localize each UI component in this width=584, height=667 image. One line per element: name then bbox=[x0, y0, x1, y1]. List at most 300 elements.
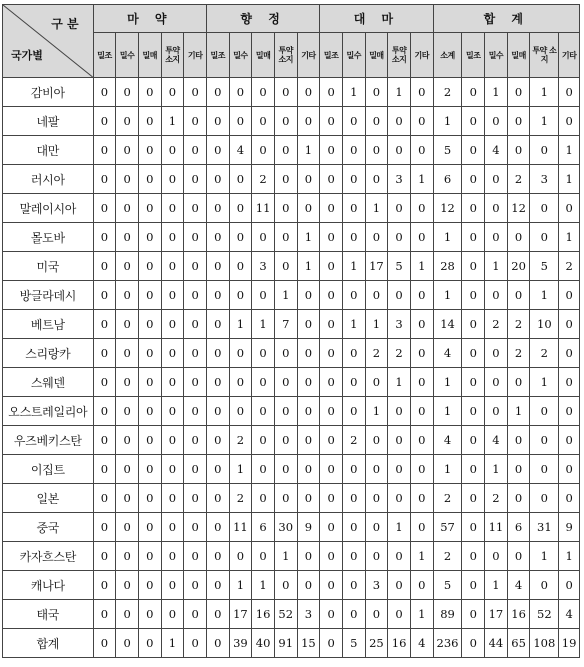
value-cell: 0 bbox=[320, 397, 343, 426]
value-cell: 1 bbox=[433, 397, 462, 426]
value-cell: 0 bbox=[462, 397, 485, 426]
value-cell: 0 bbox=[138, 136, 161, 165]
value-cell: 0 bbox=[342, 600, 365, 629]
value-cell: 2 bbox=[433, 484, 462, 513]
group-header-mayak: 마 약 bbox=[93, 5, 206, 33]
value-cell: 0 bbox=[229, 252, 252, 281]
value-cell: 0 bbox=[116, 542, 139, 571]
value-cell: 2 bbox=[342, 426, 365, 455]
value-cell: 1 bbox=[507, 397, 530, 426]
value-cell: 6 bbox=[252, 513, 275, 542]
value-cell: 0 bbox=[320, 136, 343, 165]
value-cell: 0 bbox=[138, 484, 161, 513]
value-cell: 0 bbox=[365, 600, 388, 629]
value-cell: 5 bbox=[388, 252, 411, 281]
value-cell: 1 bbox=[433, 368, 462, 397]
value-cell: 0 bbox=[138, 455, 161, 484]
value-cell: 0 bbox=[320, 78, 343, 107]
value-cell: 0 bbox=[462, 310, 485, 339]
value-cell: 0 bbox=[138, 252, 161, 281]
table-row bbox=[3, 310, 580, 339]
value-cell: 0 bbox=[206, 426, 229, 455]
value-cell: 0 bbox=[161, 571, 184, 600]
value-cell: 0 bbox=[116, 455, 139, 484]
country-name-cell: 이집트 bbox=[3, 455, 94, 484]
value-cell: 2 bbox=[252, 165, 275, 194]
table-row bbox=[3, 78, 580, 107]
value-cell: 0 bbox=[507, 455, 530, 484]
value-cell: 1 bbox=[229, 571, 252, 600]
value-cell: 0 bbox=[138, 368, 161, 397]
country-name-cell: 태국 bbox=[3, 600, 94, 629]
value-cell: 3 bbox=[365, 571, 388, 600]
value-cell: 0 bbox=[206, 194, 229, 223]
sub-header: 투약 소지 bbox=[388, 33, 411, 78]
value-cell: 2 bbox=[507, 310, 530, 339]
value-cell: 2 bbox=[433, 542, 462, 571]
value-cell: 0 bbox=[93, 629, 116, 658]
value-cell: 0 bbox=[320, 223, 343, 252]
value-cell: 28 bbox=[433, 252, 462, 281]
value-cell: 0 bbox=[93, 194, 116, 223]
country-name-cell: 스웨덴 bbox=[3, 368, 94, 397]
value-cell: 0 bbox=[184, 165, 207, 194]
value-cell: 1 bbox=[365, 310, 388, 339]
value-cell: 0 bbox=[365, 455, 388, 484]
value-cell: 0 bbox=[485, 223, 508, 252]
sub-header: 밀매 bbox=[507, 33, 530, 78]
value-cell: 0 bbox=[297, 107, 320, 136]
value-cell: 0 bbox=[485, 542, 508, 571]
value-cell: 0 bbox=[184, 136, 207, 165]
value-cell: 0 bbox=[559, 426, 580, 455]
country-name-cell: 대만 bbox=[3, 136, 94, 165]
value-cell: 57 bbox=[433, 513, 462, 542]
value-cell: 0 bbox=[462, 455, 485, 484]
value-cell: 0 bbox=[138, 426, 161, 455]
country-name-cell: 스리랑카 bbox=[3, 339, 94, 368]
table-row bbox=[3, 397, 580, 426]
value-cell: 0 bbox=[462, 368, 485, 397]
value-cell: 0 bbox=[320, 484, 343, 513]
corner-label-country: 국가별 bbox=[11, 49, 43, 62]
country-name-cell: 방글라데시 bbox=[3, 281, 94, 310]
value-cell: 17 bbox=[365, 252, 388, 281]
value-cell: 11 bbox=[229, 513, 252, 542]
value-cell: 0 bbox=[559, 78, 580, 107]
value-cell: 17 bbox=[485, 600, 508, 629]
value-cell: 0 bbox=[93, 78, 116, 107]
value-cell: 0 bbox=[229, 223, 252, 252]
value-cell: 11 bbox=[485, 513, 508, 542]
value-cell: 1 bbox=[252, 571, 275, 600]
value-cell: 15 bbox=[297, 629, 320, 658]
value-cell: 0 bbox=[274, 426, 297, 455]
value-cell: 0 bbox=[93, 252, 116, 281]
value-cell: 0 bbox=[184, 252, 207, 281]
value-cell: 1 bbox=[388, 513, 411, 542]
value-cell: 1 bbox=[530, 78, 559, 107]
value-cell: 0 bbox=[252, 136, 275, 165]
country-name-cell: 네팔 bbox=[3, 107, 94, 136]
value-cell: 0 bbox=[93, 136, 116, 165]
value-cell: 0 bbox=[297, 571, 320, 600]
value-cell: 3 bbox=[530, 165, 559, 194]
value-cell: 0 bbox=[410, 310, 433, 339]
country-name-cell: 우즈베키스탄 bbox=[3, 426, 94, 455]
value-cell: 0 bbox=[342, 107, 365, 136]
corner-label-category: 구 분 bbox=[51, 17, 79, 31]
value-cell: 0 bbox=[320, 281, 343, 310]
country-name-cell: 오스트레일리아 bbox=[3, 397, 94, 426]
value-cell: 0 bbox=[206, 600, 229, 629]
value-cell: 0 bbox=[116, 368, 139, 397]
value-cell: 3 bbox=[252, 252, 275, 281]
value-cell: 0 bbox=[342, 165, 365, 194]
group-header-total: 합 계 bbox=[433, 5, 579, 33]
value-cell: 0 bbox=[274, 223, 297, 252]
value-cell: 0 bbox=[462, 194, 485, 223]
drug-offense-by-country-table bbox=[2, 4, 580, 658]
value-cell: 0 bbox=[206, 629, 229, 658]
value-cell: 0 bbox=[530, 397, 559, 426]
value-cell: 108 bbox=[530, 629, 559, 658]
value-cell: 0 bbox=[365, 107, 388, 136]
value-cell: 0 bbox=[206, 513, 229, 542]
value-cell: 0 bbox=[206, 571, 229, 600]
value-cell: 0 bbox=[320, 455, 343, 484]
value-cell: 4 bbox=[229, 136, 252, 165]
value-cell: 0 bbox=[507, 281, 530, 310]
value-cell: 0 bbox=[93, 571, 116, 600]
value-cell: 0 bbox=[388, 194, 411, 223]
value-cell: 0 bbox=[507, 426, 530, 455]
value-cell: 1 bbox=[342, 78, 365, 107]
value-cell: 0 bbox=[462, 629, 485, 658]
value-cell: 0 bbox=[274, 571, 297, 600]
value-cell: 0 bbox=[116, 339, 139, 368]
value-cell: 0 bbox=[342, 397, 365, 426]
value-cell: 2 bbox=[559, 252, 580, 281]
value-cell: 0 bbox=[252, 426, 275, 455]
value-cell: 0 bbox=[388, 223, 411, 252]
value-cell: 0 bbox=[462, 600, 485, 629]
value-cell: 0 bbox=[274, 107, 297, 136]
value-cell: 0 bbox=[138, 339, 161, 368]
value-cell: 0 bbox=[138, 223, 161, 252]
value-cell: 236 bbox=[433, 629, 462, 658]
value-cell: 0 bbox=[297, 310, 320, 339]
table-row bbox=[3, 600, 580, 629]
sub-header: 밀조 bbox=[462, 33, 485, 78]
value-cell: 0 bbox=[116, 426, 139, 455]
value-cell: 3 bbox=[388, 165, 411, 194]
value-cell: 2 bbox=[507, 339, 530, 368]
value-cell: 0 bbox=[229, 368, 252, 397]
value-cell: 0 bbox=[161, 513, 184, 542]
value-cell: 5 bbox=[530, 252, 559, 281]
value-cell: 0 bbox=[410, 136, 433, 165]
value-cell: 0 bbox=[320, 339, 343, 368]
value-cell: 4 bbox=[485, 136, 508, 165]
value-cell: 0 bbox=[93, 542, 116, 571]
value-cell: 0 bbox=[116, 78, 139, 107]
table-row bbox=[3, 629, 580, 658]
value-cell: 0 bbox=[559, 194, 580, 223]
sub-header: 밀매 bbox=[252, 33, 275, 78]
value-cell: 14 bbox=[433, 310, 462, 339]
value-cell: 0 bbox=[206, 165, 229, 194]
value-cell: 0 bbox=[297, 281, 320, 310]
value-cell: 1 bbox=[342, 252, 365, 281]
value-cell: 0 bbox=[559, 571, 580, 600]
value-cell: 0 bbox=[297, 339, 320, 368]
value-cell: 0 bbox=[297, 455, 320, 484]
sub-header: 밀매 bbox=[365, 33, 388, 78]
value-cell: 0 bbox=[462, 513, 485, 542]
value-cell: 1 bbox=[410, 252, 433, 281]
value-cell: 4 bbox=[433, 339, 462, 368]
value-cell: 0 bbox=[462, 136, 485, 165]
table-row bbox=[3, 223, 580, 252]
value-cell: 0 bbox=[206, 223, 229, 252]
value-cell: 0 bbox=[184, 107, 207, 136]
value-cell: 0 bbox=[252, 223, 275, 252]
value-cell: 0 bbox=[485, 107, 508, 136]
value-cell: 0 bbox=[365, 136, 388, 165]
value-cell: 0 bbox=[559, 397, 580, 426]
value-cell: 4 bbox=[507, 571, 530, 600]
country-name-cell: 일본 bbox=[3, 484, 94, 513]
value-cell: 9 bbox=[297, 513, 320, 542]
value-cell: 0 bbox=[138, 107, 161, 136]
value-cell: 1 bbox=[559, 223, 580, 252]
value-cell: 0 bbox=[252, 542, 275, 571]
value-cell: 1 bbox=[559, 542, 580, 571]
value-cell: 0 bbox=[252, 281, 275, 310]
value-cell: 0 bbox=[410, 281, 433, 310]
value-cell: 0 bbox=[116, 223, 139, 252]
value-cell: 0 bbox=[507, 78, 530, 107]
table-row bbox=[3, 107, 580, 136]
value-cell: 0 bbox=[410, 368, 433, 397]
value-cell: 0 bbox=[342, 281, 365, 310]
value-cell: 0 bbox=[184, 513, 207, 542]
value-cell: 0 bbox=[161, 165, 184, 194]
value-cell: 0 bbox=[229, 107, 252, 136]
value-cell: 0 bbox=[507, 107, 530, 136]
sub-header: 투약 소지 bbox=[530, 33, 559, 78]
value-cell: 0 bbox=[206, 78, 229, 107]
value-cell: 0 bbox=[365, 165, 388, 194]
value-cell: 10 bbox=[530, 310, 559, 339]
country-name-cell: 카자흐스탄 bbox=[3, 542, 94, 571]
value-cell: 0 bbox=[462, 252, 485, 281]
group-header-daema: 대 마 bbox=[320, 5, 433, 33]
value-cell: 0 bbox=[184, 339, 207, 368]
sub-header: 투약 소지 bbox=[274, 33, 297, 78]
value-cell: 17 bbox=[229, 600, 252, 629]
value-cell: 0 bbox=[274, 368, 297, 397]
value-cell: 0 bbox=[559, 484, 580, 513]
value-cell: 2 bbox=[433, 78, 462, 107]
value-cell: 2 bbox=[485, 484, 508, 513]
value-cell: 0 bbox=[116, 571, 139, 600]
value-cell: 0 bbox=[388, 136, 411, 165]
country-name-cell: 중국 bbox=[3, 513, 94, 542]
value-cell: 9 bbox=[559, 513, 580, 542]
value-cell: 12 bbox=[507, 194, 530, 223]
value-cell: 0 bbox=[229, 281, 252, 310]
value-cell: 0 bbox=[229, 165, 252, 194]
value-cell: 0 bbox=[116, 107, 139, 136]
value-cell: 1 bbox=[274, 281, 297, 310]
value-cell: 0 bbox=[206, 252, 229, 281]
value-cell: 0 bbox=[252, 397, 275, 426]
value-cell: 0 bbox=[320, 107, 343, 136]
value-cell: 0 bbox=[138, 542, 161, 571]
table-row bbox=[3, 368, 580, 397]
value-cell: 0 bbox=[388, 397, 411, 426]
value-cell: 0 bbox=[342, 513, 365, 542]
value-cell: 25 bbox=[365, 629, 388, 658]
value-cell: 0 bbox=[320, 368, 343, 397]
value-cell: 0 bbox=[410, 513, 433, 542]
value-cell: 0 bbox=[93, 600, 116, 629]
value-cell: 1 bbox=[388, 368, 411, 397]
value-cell: 0 bbox=[365, 223, 388, 252]
value-cell: 1 bbox=[410, 165, 433, 194]
sub-header: 기타 bbox=[297, 33, 320, 78]
sub-header: 밀수 bbox=[116, 33, 139, 78]
value-cell: 16 bbox=[507, 600, 530, 629]
value-cell: 0 bbox=[507, 223, 530, 252]
value-cell: 2 bbox=[229, 484, 252, 513]
table-row bbox=[3, 281, 580, 310]
value-cell: 1 bbox=[161, 629, 184, 658]
value-cell: 4 bbox=[433, 426, 462, 455]
value-cell: 39 bbox=[229, 629, 252, 658]
value-cell: 0 bbox=[342, 136, 365, 165]
corner-header-cell bbox=[3, 5, 94, 78]
value-cell: 0 bbox=[93, 397, 116, 426]
value-cell: 0 bbox=[138, 571, 161, 600]
value-cell: 0 bbox=[485, 368, 508, 397]
value-cell: 0 bbox=[161, 281, 184, 310]
value-cell: 0 bbox=[410, 194, 433, 223]
value-cell: 0 bbox=[410, 107, 433, 136]
value-cell: 0 bbox=[116, 629, 139, 658]
value-cell: 2 bbox=[388, 339, 411, 368]
value-cell: 0 bbox=[184, 542, 207, 571]
value-cell: 6 bbox=[507, 513, 530, 542]
value-cell: 89 bbox=[433, 600, 462, 629]
value-cell: 2 bbox=[229, 426, 252, 455]
value-cell: 2 bbox=[485, 310, 508, 339]
value-cell: 0 bbox=[320, 194, 343, 223]
value-cell: 0 bbox=[462, 107, 485, 136]
value-cell: 0 bbox=[161, 252, 184, 281]
value-cell: 0 bbox=[138, 310, 161, 339]
country-name-cell: 캐나다 bbox=[3, 571, 94, 600]
value-cell: 52 bbox=[274, 600, 297, 629]
country-name-cell: 미국 bbox=[3, 252, 94, 281]
sub-header: 기타 bbox=[184, 33, 207, 78]
diagonal-divider-icon bbox=[3, 5, 93, 77]
value-cell: 0 bbox=[388, 600, 411, 629]
value-cell: 0 bbox=[93, 107, 116, 136]
value-cell: 0 bbox=[93, 223, 116, 252]
value-cell: 3 bbox=[297, 600, 320, 629]
value-cell: 0 bbox=[274, 397, 297, 426]
value-cell: 0 bbox=[161, 426, 184, 455]
value-cell: 0 bbox=[365, 281, 388, 310]
value-cell: 0 bbox=[184, 455, 207, 484]
value-cell: 2 bbox=[530, 339, 559, 368]
value-cell: 0 bbox=[342, 571, 365, 600]
value-cell: 16 bbox=[252, 600, 275, 629]
sub-header: 밀조 bbox=[206, 33, 229, 78]
value-cell: 1 bbox=[559, 165, 580, 194]
table-row bbox=[3, 484, 580, 513]
value-cell: 65 bbox=[507, 629, 530, 658]
value-cell: 0 bbox=[184, 281, 207, 310]
value-cell: 0 bbox=[184, 78, 207, 107]
value-cell: 0 bbox=[365, 484, 388, 513]
value-cell: 0 bbox=[297, 426, 320, 455]
value-cell: 0 bbox=[93, 165, 116, 194]
value-cell: 0 bbox=[229, 542, 252, 571]
value-cell: 0 bbox=[388, 542, 411, 571]
value-cell: 1 bbox=[433, 281, 462, 310]
value-cell: 1 bbox=[229, 310, 252, 339]
value-cell: 0 bbox=[161, 136, 184, 165]
value-cell: 0 bbox=[206, 368, 229, 397]
table-row bbox=[3, 571, 580, 600]
value-cell: 0 bbox=[138, 281, 161, 310]
table-row bbox=[3, 426, 580, 455]
country-name-cell: 몰도바 bbox=[3, 223, 94, 252]
value-cell: 0 bbox=[184, 368, 207, 397]
value-cell: 0 bbox=[507, 542, 530, 571]
value-cell: 0 bbox=[206, 339, 229, 368]
value-cell: 1 bbox=[274, 542, 297, 571]
value-cell: 0 bbox=[274, 339, 297, 368]
value-cell: 52 bbox=[530, 600, 559, 629]
value-cell: 0 bbox=[161, 310, 184, 339]
value-cell: 0 bbox=[93, 310, 116, 339]
table-row bbox=[3, 542, 580, 571]
value-cell: 0 bbox=[206, 455, 229, 484]
value-cell: 2 bbox=[507, 165, 530, 194]
value-cell: 1 bbox=[342, 310, 365, 339]
value-cell: 0 bbox=[485, 397, 508, 426]
value-cell: 0 bbox=[161, 397, 184, 426]
value-cell: 0 bbox=[229, 339, 252, 368]
value-cell: 0 bbox=[365, 426, 388, 455]
value-cell: 5 bbox=[433, 571, 462, 600]
value-cell: 0 bbox=[342, 339, 365, 368]
value-cell: 0 bbox=[530, 571, 559, 600]
value-cell: 0 bbox=[365, 513, 388, 542]
value-cell: 0 bbox=[206, 107, 229, 136]
value-cell: 0 bbox=[297, 484, 320, 513]
value-cell: 0 bbox=[388, 571, 411, 600]
value-cell: 1 bbox=[530, 542, 559, 571]
sub-header: 투약 소지 bbox=[161, 33, 184, 78]
value-cell: 0 bbox=[388, 281, 411, 310]
value-cell: 40 bbox=[252, 629, 275, 658]
